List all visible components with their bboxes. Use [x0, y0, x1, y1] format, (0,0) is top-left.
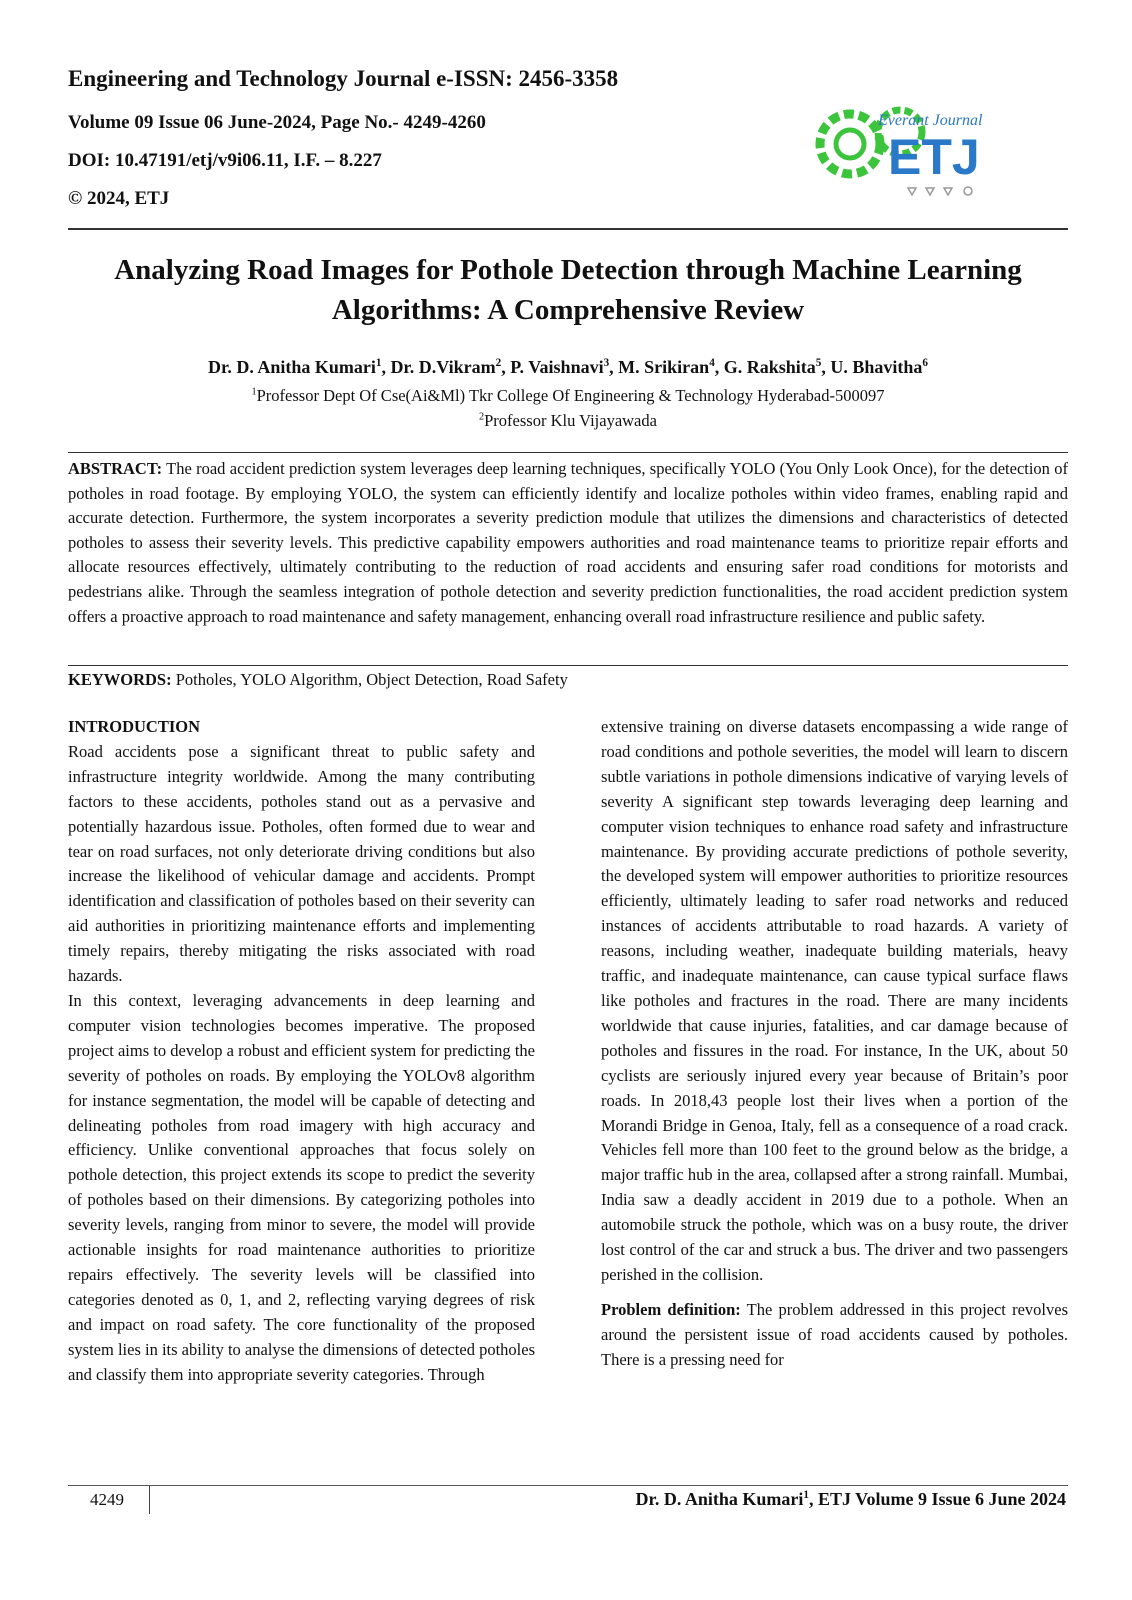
- abstract-bottom-rule: [68, 665, 1068, 666]
- author-name: G. Rakshita: [723, 357, 816, 377]
- left-column: [68, 715, 535, 1387]
- copyright-line: © 2024, ETJ: [68, 188, 170, 209]
- author-separator: ,: [609, 357, 619, 377]
- abstract-top-rule: [68, 452, 1068, 453]
- affiliation-2: [68, 411, 1068, 431]
- problem-definition-label: Problem definition:: [601, 1299, 741, 1319]
- author-name: P. Vaishnavi: [510, 357, 604, 377]
- footer-separator: [149, 1486, 150, 1514]
- introduction-heading: INTRODUCTION: [68, 717, 201, 736]
- abstract-text: The road accident prediction system leverages deep learning techniques, specifically YOLO (You Only Look Once), for the detection of potholes in road footage. By employing YOLO, the system can efficiently identify and localize potholes within video frames, enabling rapid and accurate detection. Furthermore, the system incorporates a severity prediction module that utilizes the dimensions and characteristics of detected potholes to assess their severity levels. This predictive capability empowers authorities and road maintenance teams to prioritize repair efforts and allocate resources effectively, ultimately contributing to the reduction of road accidents and ensuring safer road conditions for motorists and pedestrians alike. Through the seamless integration of pothole detection and severity prediction functionalities, the road accident prediction system offers a proactive approach to road maintenance and safety management, enhancing overall road infrastructure resilience and public safety.: [68, 459, 1068, 626]
- volume-line: Volume 09 Issue 06 June-2024, Page No.- 4249-4260: [68, 112, 486, 133]
- introduction-paragraph-1: Road accidents pose a significant threat to public safety and infrastructure integrity worldwide. Among the many contributing factors to these accidents, potholes stand out as a pervasive and potentially hazardous issue. Potholes, often formed due to wear and tear on road surfaces, not only deteriorate driving conditions but also increase the likelihood of vehicular damage and accidents. Prompt identification and classification of potholes based on their severity can aid authorities in prioritizing maintenance efforts and implementing timely repairs, thereby mitigating the risks associated with road hazards.: [68, 741, 535, 986]
- author-name: Dr. D. Anitha Kumari: [208, 357, 376, 377]
- journal-name: Engineering and Technology Journal e-ISSN: 2456-3358: [68, 66, 619, 91]
- introduction-paragraph-2: In this context, leveraging advancements in deep learning and computer vision technologies becomes imperative. The proposed project aims to develop a robust and efficient system for predicting the severity of potholes on roads. By employing the YOLOv8 algorithm for instance segmentation, the model will be capable of detecting and delineating potholes from road imagery with high accuracy and efficiency. Unlike conventional approaches that focus solely on pothole detection, this project extends its scope to predict the severity of potholes based on their dimensions. By categorizing potholes into severity levels, ranging from minor to severe, the model will provide actionable insights for road maintenance authorities to prioritize repairs effectively. The severity levels will be classified into categories denoted as 0, 1, and 2, reflecting varying degrees of risk and impact on road safety. The core functionality of the proposed system lies in its ability to analyse the dimensions of detected potholes and classify them into appropriate severity categories. Through: [68, 990, 535, 1384]
- footer-rule: [68, 1485, 1068, 1486]
- affiliation-sup: 2: [479, 411, 485, 423]
- affiliation-text: Professor Klu Vijayawada: [484, 411, 657, 430]
- affiliation-1: [68, 386, 1068, 406]
- author-name: U. Bhavitha: [830, 357, 923, 377]
- keywords-text: Potholes, YOLO Algorithm, Object Detection, Road Safety: [171, 670, 568, 689]
- affiliation-text: Professor Dept Of Cse(Ai&Ml) Tkr College Of Engineering & Technology Hyderabad-500097: [256, 386, 885, 405]
- author-sup: 5: [815, 357, 822, 369]
- footer-author-sup: 1: [803, 1489, 809, 1501]
- author-separator: ,: [714, 357, 724, 377]
- keywords-label: KEYWORDS:: [68, 670, 172, 689]
- author-separator: ,: [821, 357, 831, 377]
- author-sup: 3: [603, 357, 610, 369]
- affiliation-sup: 1: [251, 386, 257, 398]
- problem-definition: [601, 1298, 1068, 1373]
- doi-line: DOI: 10.47191/etj/v9i06.11, I.F. – 8.227: [68, 150, 382, 171]
- author-sup: 4: [709, 357, 715, 369]
- footer-citation-text: , ETJ Volume 9 Issue 6 June 2024: [808, 1489, 1066, 1509]
- page-number: 4249: [90, 1490, 124, 1509]
- header-rule: [68, 228, 1068, 230]
- author-name: Dr. D.Vikram: [390, 357, 496, 377]
- author-separator: ,: [501, 357, 511, 377]
- author-separator: ,: [381, 357, 391, 377]
- keywords: [68, 668, 1068, 692]
- paper-title: Analyzing Road Images for Pothole Detection through Machine Learning Algorithms: A Comprehensive Review: [114, 254, 1022, 326]
- author-list: [68, 357, 1068, 378]
- logo-letters: ETJ: [888, 129, 980, 185]
- abstract-label: ABSTRACT:: [68, 459, 163, 478]
- etj-journal-logo: [808, 92, 1028, 202]
- footer-citation: [636, 1489, 1067, 1510]
- author-sup: 1: [375, 357, 382, 369]
- logo-journal-text: Everant Journal: [878, 112, 983, 129]
- author-name: M. Srikiran: [618, 357, 710, 377]
- abstract: [68, 457, 1068, 629]
- logo-decoration-icons: [908, 187, 972, 195]
- right-column: [601, 715, 1068, 1373]
- author-sup: 2: [495, 357, 502, 369]
- footer-author: Dr. D. Anitha Kumari: [635, 1489, 804, 1509]
- author-sup: 6: [922, 357, 928, 369]
- problem-definition-text: The problem addressed in this project revolves around the persistent issue of road accidents caused by potholes. There is a pressing need for: [601, 1299, 1068, 1369]
- introduction-paragraph-3: extensive training on diverse datasets encompassing a wide range of road conditions and pothole severities, the model will learn to discern subtle variations in pothole dimensions indicative of varying levels of severity A significant step towards leveraging deep learning and computer vision techniques to enhance road safety and infrastructure maintenance. By providing accurate predictions of pothole severity, the developed system will empower authorities to prioritize resources efficiently, ultimately leading to safer road networks and reduced instances of accidents attributable to road hazards. A variety of reasons, including weather, inadequate building materials, heavy traffic, and inadequate maintenance, can cause typical surface flaws like potholes and fractures in the road. There are many incidents worldwide that cause injuries, fatalities, and car damage because of potholes and fissures in the road. For instance, In the UK, about 50 cyclists are seriously injured every year because of Britain’s poor roads. In 2018,43 people lost their lives when a portion of the Morandi Bridge in Genoa, Italy, fell as a consequence of a road crack. Vehicles fell more than 100 feet to the ground below as the bridge, a major traffic hub in the area, collapsed after a strong rainfall. Mumbai, India saw a deadly accident in 2019 due to a pothole. When an automobile struck the pothole, which was on a busy route, the driver lost control of the car and struck a bus. The driver and two passengers perished in the collision.: [601, 717, 1068, 1284]
